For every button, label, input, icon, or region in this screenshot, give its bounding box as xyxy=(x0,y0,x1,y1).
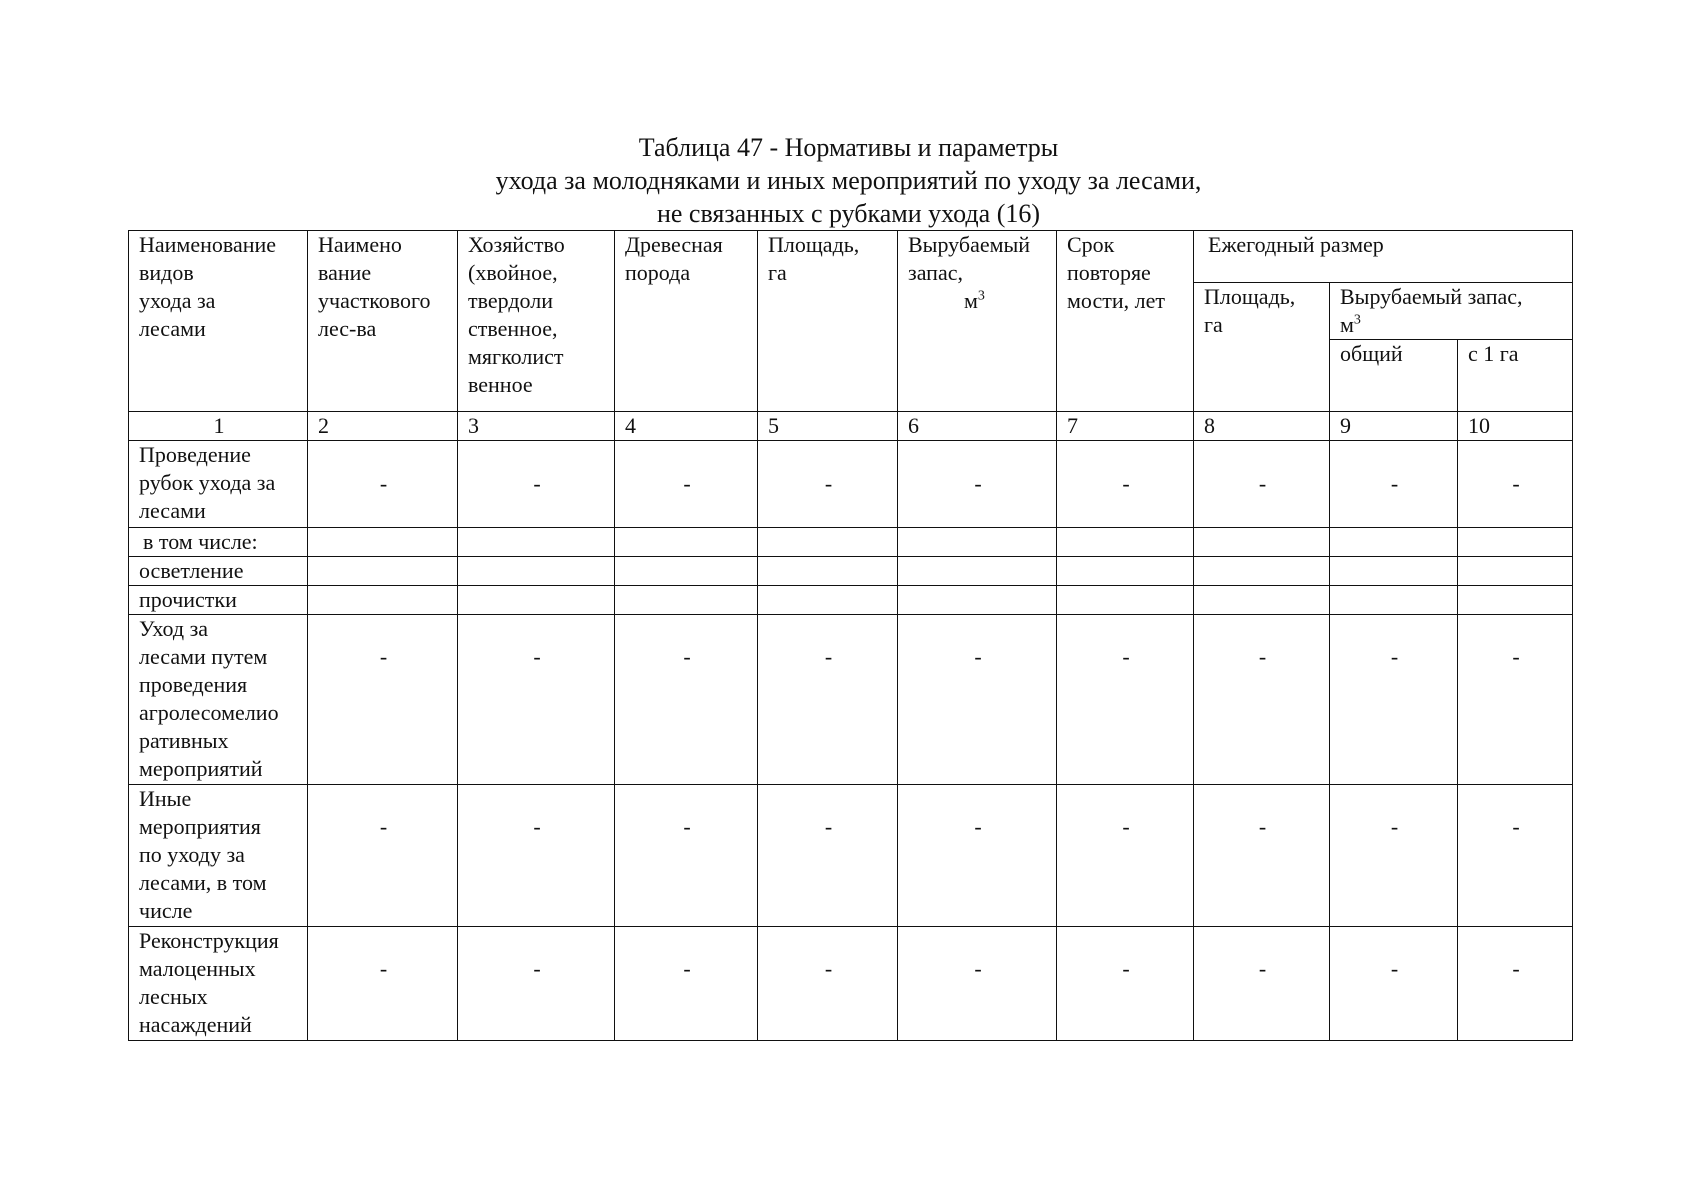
value-cell xyxy=(615,586,758,615)
header-group-volume-unit: $м^3$ xyxy=(1340,312,1361,337)
value-cell: - xyxy=(898,441,1057,528)
value-cell: - xyxy=(1057,615,1194,785)
column-number-row xyxy=(129,412,1573,441)
value-cell xyxy=(308,586,458,615)
title-line-1: Таблица 47 - Нормативы и параметры xyxy=(638,133,1059,162)
value-cell xyxy=(1194,586,1330,615)
value-cell xyxy=(1330,586,1458,615)
value-cell: - xyxy=(1194,615,1330,785)
value-cell xyxy=(308,528,458,557)
value-cell: - xyxy=(458,785,615,927)
value-cell xyxy=(1057,557,1194,586)
value-cell xyxy=(898,557,1057,586)
table-row xyxy=(129,441,1573,528)
value-cell xyxy=(458,557,615,586)
value-cell: - xyxy=(1057,441,1194,528)
column-number: 6 xyxy=(898,412,1057,441)
value-cell xyxy=(1330,557,1458,586)
header-col-3: Хозяйство (хвойное, твердоли ственное, мягколист венное xyxy=(458,231,615,412)
value-cell: - xyxy=(1330,615,1458,785)
table-row xyxy=(129,615,1573,785)
value-cell xyxy=(898,528,1057,557)
column-number: 8 xyxy=(1194,412,1330,441)
row-name-cell: Иные мероприятия по уходу за лесами, в том числе xyxy=(129,785,308,927)
value-cell xyxy=(1330,528,1458,557)
header-col-8: Площадь, га xyxy=(1194,283,1330,412)
value-cell: - xyxy=(1458,441,1573,528)
value-cell: - xyxy=(615,785,758,927)
value-cell xyxy=(1458,586,1573,615)
value-cell xyxy=(1057,528,1194,557)
value-cell xyxy=(458,586,615,615)
value-cell: - xyxy=(1194,441,1330,528)
header-col-2: Наимено вание участкового лес-ва xyxy=(308,231,458,412)
value-cell xyxy=(1458,528,1573,557)
value-cell: - xyxy=(1330,927,1458,1041)
value-cell: - xyxy=(898,615,1057,785)
value-cell: - xyxy=(898,785,1057,927)
value-cell: - xyxy=(615,615,758,785)
column-number: 3 xyxy=(458,412,615,441)
value-cell: - xyxy=(898,927,1057,1041)
value-cell: - xyxy=(1194,927,1330,1041)
header-col-6: Вырубаемый запас, $м^3$ xyxy=(898,231,1057,412)
value-cell xyxy=(308,557,458,586)
header-col-7: Срок повторяе мости, лет xyxy=(1057,231,1194,412)
header-col-4: Древесная порода xyxy=(615,231,758,412)
value-cell: - xyxy=(308,441,458,528)
header-group-volume: Вырубаемый запас, $м^3$ xyxy=(1330,283,1573,340)
header-row-1 xyxy=(129,231,1573,283)
value-cell: - xyxy=(308,615,458,785)
value-cell: - xyxy=(758,441,898,528)
title-line-3: не связанных с рубками ухода (16) xyxy=(656,199,1041,228)
value-cell xyxy=(758,528,898,557)
header-group-annual: Ежегодный размер xyxy=(1194,231,1573,283)
table-row xyxy=(129,586,1573,615)
header-col-1: Наименование видов ухода за лесами xyxy=(129,231,308,412)
value-cell: - xyxy=(758,785,898,927)
table-row xyxy=(129,785,1573,927)
table-row xyxy=(129,557,1573,586)
value-cell xyxy=(1194,557,1330,586)
value-cell: - xyxy=(1330,785,1458,927)
row-name-cell: осветление xyxy=(129,557,308,586)
value-cell: - xyxy=(458,441,615,528)
table-title xyxy=(0,131,1697,230)
value-cell: - xyxy=(1194,785,1330,927)
column-number: 5 xyxy=(758,412,898,441)
value-cell xyxy=(615,528,758,557)
value-cell: - xyxy=(1458,615,1573,785)
column-number: 7 xyxy=(1057,412,1194,441)
value-cell: - xyxy=(1458,927,1573,1041)
row-name-cell: Проведение рубок ухода за лесами xyxy=(129,441,308,528)
column-number: 9 xyxy=(1330,412,1458,441)
column-number: 1 xyxy=(129,412,308,441)
value-cell xyxy=(1194,528,1330,557)
row-name-cell: Уход за лесами путем проведения агролесомелио ративных мероприятий xyxy=(129,615,308,785)
value-cell: - xyxy=(458,615,615,785)
value-cell: - xyxy=(308,927,458,1041)
value-cell xyxy=(1458,557,1573,586)
value-cell: - xyxy=(758,615,898,785)
row-name-cell: прочистки xyxy=(129,586,308,615)
value-cell xyxy=(758,557,898,586)
value-cell: - xyxy=(615,441,758,528)
value-cell xyxy=(758,586,898,615)
title-line-2: ухода за молодняками и иных мероприятий по уходу за лесами, xyxy=(495,166,1202,195)
value-cell xyxy=(615,557,758,586)
value-cell: - xyxy=(1057,927,1194,1041)
header-col-9: общий xyxy=(1330,340,1458,412)
value-cell: - xyxy=(758,927,898,1041)
value-cell: - xyxy=(1458,785,1573,927)
value-cell: - xyxy=(1330,441,1458,528)
value-cell: - xyxy=(458,927,615,1041)
value-cell: - xyxy=(1057,785,1194,927)
row-name-cell: в том числе: xyxy=(129,528,308,557)
header-col-10: с 1 га xyxy=(1458,340,1573,412)
column-number: 10 xyxy=(1458,412,1573,441)
column-number: 4 xyxy=(615,412,758,441)
value-cell: - xyxy=(308,785,458,927)
header-col-6-unit: $м^3$ xyxy=(964,288,985,313)
row-name-cell: Реконструкция малоценных лесных насаждений xyxy=(129,927,308,1041)
value-cell: - xyxy=(615,927,758,1041)
table-row xyxy=(129,528,1573,557)
value-cell xyxy=(1057,586,1194,615)
norms-table xyxy=(128,230,1573,1041)
header-col-5: Площадь, га xyxy=(758,231,898,412)
value-cell xyxy=(898,586,1057,615)
column-number: 2 xyxy=(308,412,458,441)
value-cell xyxy=(458,528,615,557)
table-row xyxy=(129,927,1573,1041)
